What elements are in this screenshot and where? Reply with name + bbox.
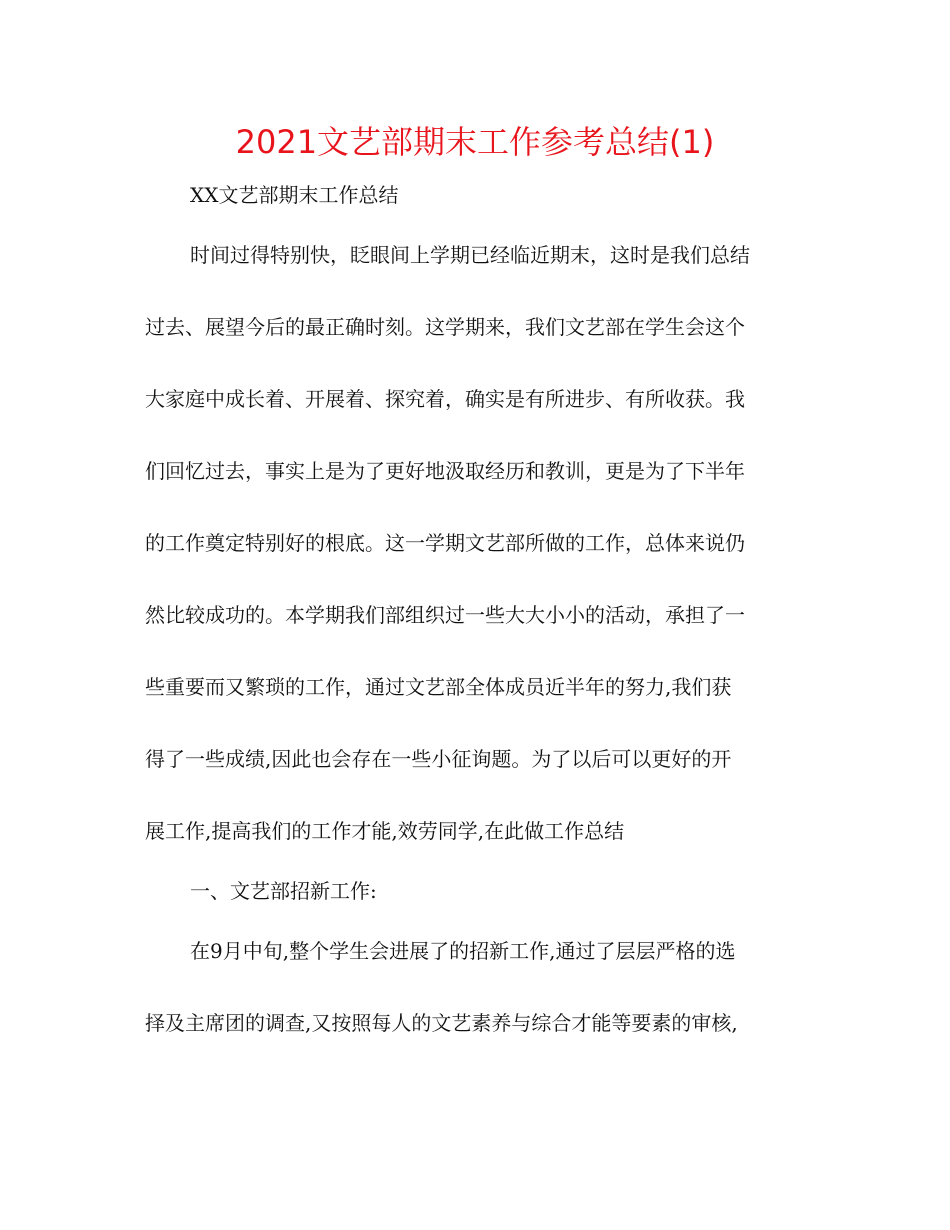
paragraph-line: 过去、展望今后的最正确时刻。这学期来，我们文艺部在学生会这个: [145, 315, 745, 339]
paragraph-line: 在9月中旬,整个学生会进展了的招新工作,通过了层层严格的选: [190, 939, 736, 963]
paragraph-line: 时间过得特别快，眨眼间上学期已经临近期末，这时是我们总结: [190, 243, 750, 267]
paragraph-line: 择及主席团的调查,又按照每人的文艺素养与综合才能等要素的审核,: [145, 1011, 738, 1035]
paragraph-line: 得了一些成绩,因此也会存在一些小征询题。为了以后可以更好的开: [145, 747, 732, 771]
document-subtitle: XX文艺部期末工作总结: [190, 183, 399, 207]
paragraph-line: 然比较成功的。本学期我们部组织过一些大大小小的活动，承担了一: [145, 603, 745, 627]
paragraph-line: 的工作奠定特别好的根底。这一学期文艺部所做的工作，总体来说仍: [145, 531, 745, 555]
paragraph-line: 大家庭中成长着、开展着、探究着，确实是有所进步、有所收获。我: [145, 387, 745, 411]
paragraph-line: 们回忆过去，事实上是为了更好地汲取经历和教训，更是为了下半年: [145, 459, 745, 483]
paragraph-line: 些重要而又繁琐的工作，通过文艺部全体成员近半年的努力,我们获: [145, 675, 732, 699]
document-title: 2021文艺部期末工作参考总结(1): [235, 123, 715, 161]
paragraph-line: 展工作,提高我们的工作才能,效劳同学,在此做工作总结: [145, 819, 625, 843]
section-heading: 一、文艺部招新工作:: [190, 879, 377, 903]
